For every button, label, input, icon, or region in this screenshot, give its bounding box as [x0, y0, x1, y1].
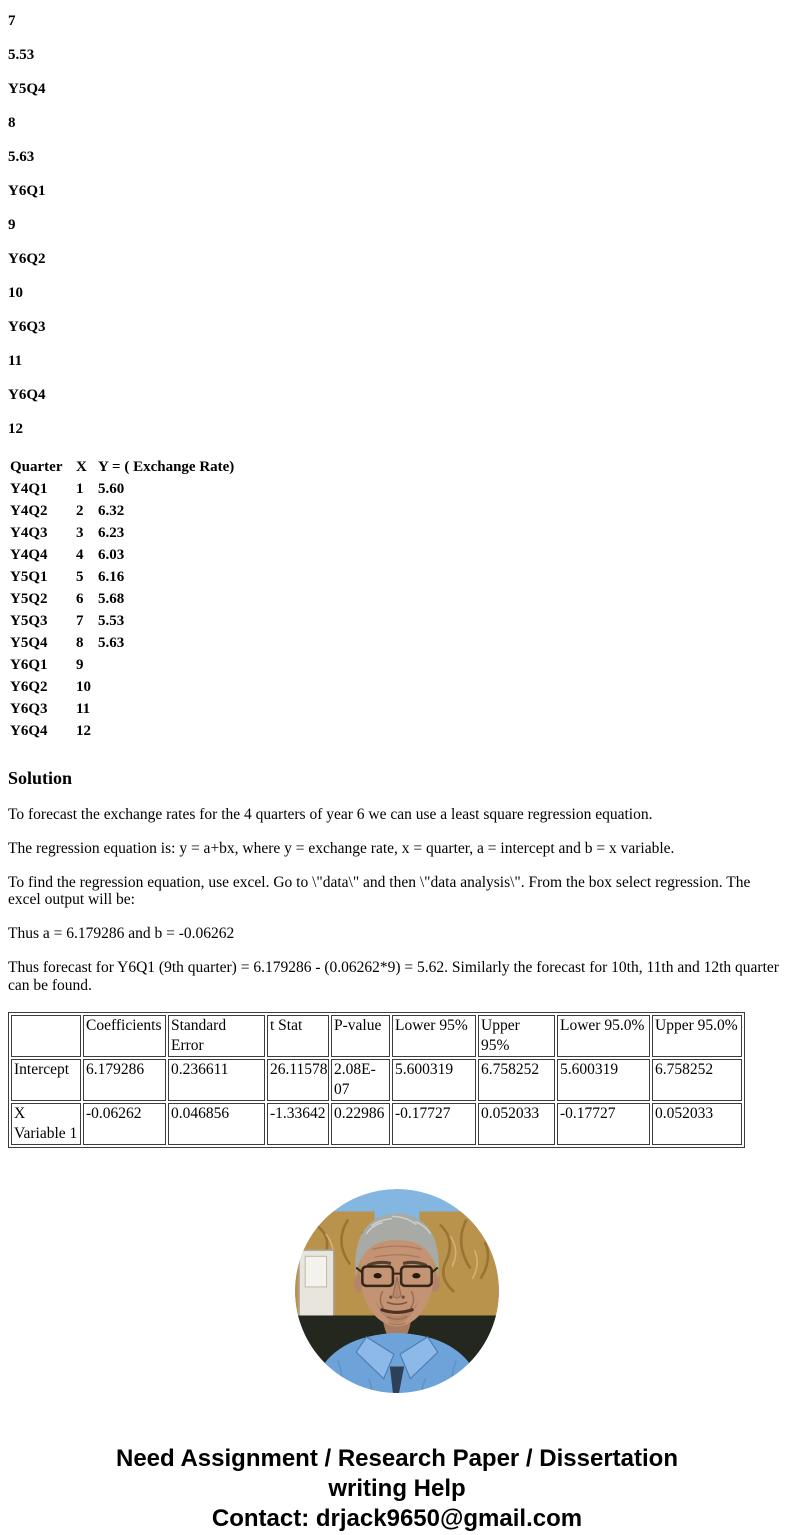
footer-contact-email: Contact: drjack9650@gmail.com [211, 1505, 583, 1532]
top-value-line: 7 [8, 13, 16, 29]
regression-table-cell: 0.052033 [478, 1103, 555, 1145]
quarter-table-cell: 10 [76, 678, 91, 695]
quarter-table-cell: 4 [76, 546, 84, 563]
regression-table-header-cell: Upper 95.0% [652, 1015, 742, 1057]
solution-text [8, 806, 786, 995]
quarter-table-cell: 11 [76, 700, 91, 717]
quarter-table-cell: 12 [76, 722, 91, 739]
quarter-table-row [8, 478, 236, 500]
top-value-line: 9 [8, 217, 16, 233]
quarter-table-cell: 6 [76, 590, 84, 607]
quarter-table-cell: Y6Q4 [10, 722, 48, 739]
quarter-table-row [8, 566, 236, 588]
footer-line-2: writing Help [328, 1475, 466, 1502]
quarter-table-header-cell: Quarter [10, 458, 63, 475]
quarter-table-cell: Y4Q1 [10, 480, 48, 497]
regression-table-cell: -1.33642 [267, 1103, 329, 1145]
regression-table-cell: -0.17727 [392, 1103, 476, 1145]
solution-paragraph: The regression equation is: y = a+bx, where y = exchange rate, x = quarter, a = intercept and b = x variable. [8, 839, 675, 857]
footer-heading [8, 1444, 786, 1534]
quarter-table-cell: 5 [76, 568, 84, 585]
regression-table-cell: 0.22986 [331, 1103, 390, 1145]
regression-output-table [8, 1012, 745, 1148]
quarter-table-cell [96, 698, 236, 720]
quarter-table-cell: Y5Q1 [10, 568, 48, 585]
quarter-table-cell: Y5Q4 [10, 634, 48, 651]
quarter-table-cell: 7 [76, 612, 84, 629]
top-value-line: 11 [8, 353, 23, 369]
top-value-line: 5.53 [8, 47, 35, 63]
quarter-table-row [8, 632, 236, 654]
quarter-table-cell: 5.60 [98, 480, 125, 497]
regression-table-cell: 0.046856 [168, 1103, 265, 1145]
quarter-table-row [8, 522, 236, 544]
quarter-table-row [8, 654, 236, 676]
quarter-table-cell: 6.23 [98, 524, 125, 541]
quarter-table-cell: 2 [76, 502, 84, 519]
top-value-line: Y5Q4 [8, 81, 46, 97]
top-value-line: 5.63 [8, 149, 35, 165]
quarter-table-cell: Y4Q3 [10, 524, 48, 541]
regression-table-header-cell [11, 1015, 81, 1057]
quarter-table-row [8, 500, 236, 522]
solution-paragraph: Thus a = 6.179286 and b = -0.06262 [8, 925, 235, 942]
regression-table-header-cell: Coefficients [83, 1015, 166, 1057]
quarter-table-row [8, 720, 236, 742]
quarter-table-header-cell: Y = ( Exchange Rate) [98, 458, 235, 475]
top-value-list [8, 12, 786, 439]
top-value-line: 8 [8, 115, 16, 131]
regression-table-cell: -0.17727 [557, 1103, 650, 1145]
quarter-table-row [8, 698, 236, 720]
regression-table-header-cell: P-value [331, 1015, 390, 1057]
quarter-table-header-cell: X [76, 458, 87, 475]
quarter-table-row [8, 676, 236, 698]
regression-table-cell: 2.08E-07 [331, 1059, 390, 1101]
top-value-line: Y6Q2 [8, 251, 46, 267]
regression-table-row [11, 1103, 742, 1145]
solution-paragraph: To find the regression equation, use excel. Go to \"data\" and then \"data analysis\". From the box select regression. The excel output will be: [8, 873, 751, 908]
top-value-line: 10 [8, 285, 23, 301]
top-value-line: Y6Q3 [8, 319, 46, 335]
footer-line-1: Need Assignment / Research Paper / Dissertation [116, 1445, 678, 1472]
top-value-line: Y6Q1 [8, 183, 46, 199]
regression-table-header-cell: Upper 95% [478, 1015, 555, 1057]
regression-table-cell: -0.06262 [83, 1103, 166, 1145]
quarter-table-cell: Y4Q2 [10, 502, 48, 519]
quarter-table-cell: Y6Q3 [10, 700, 48, 717]
quarter-table-cell: Y5Q3 [10, 612, 48, 629]
regression-table-cell: 0.236611 [168, 1059, 265, 1101]
quarter-table-cell: 1 [76, 480, 84, 497]
solution-paragraph: To forecast the exchange rates for the 4 quarters of year 6 we can use a least square regression equation. [8, 805, 653, 823]
regression-table-cell: 6.758252 [478, 1059, 555, 1101]
quarter-table-cell: Y4Q4 [10, 546, 48, 563]
regression-table-header-row [11, 1015, 742, 1057]
regression-table-header-cell: Standard Error [168, 1015, 265, 1057]
regression-table-cell: 5.600319 [557, 1059, 650, 1101]
quarter-table-cell: Y6Q2 [10, 678, 48, 695]
quarter-table-cell: 9 [76, 656, 84, 673]
quarter-table-cell [96, 676, 236, 698]
regression-table-cell: 26.11578 [267, 1059, 329, 1101]
regression-table-row [11, 1059, 742, 1101]
quarter-table-cell: 6.03 [98, 546, 125, 563]
regression-table-cell: Intercept [11, 1059, 81, 1101]
quarter-table-cell [96, 720, 236, 742]
regression-table-cell: 6.758252 [652, 1059, 742, 1101]
top-value-line: Y6Q4 [8, 387, 46, 403]
regression-table-header-cell: Lower 95% [392, 1015, 476, 1057]
quarter-table-cell: 3 [76, 524, 84, 541]
regression-table-cell: 0.052033 [652, 1103, 742, 1145]
quarter-table-row [8, 610, 236, 632]
regression-table-cell: 6.179286 [83, 1059, 166, 1101]
regression-table-cell: 5.600319 [392, 1059, 476, 1101]
top-value-line: 12 [8, 421, 23, 437]
quarter-table-cell [96, 654, 236, 676]
document-page [0, 12, 794, 1535]
tutor-photo [295, 1189, 499, 1393]
regression-table-cell: X Variable 1 [11, 1103, 81, 1145]
quarter-table-cell: Y5Q2 [10, 590, 48, 607]
regression-table-header-cell: t Stat [267, 1015, 329, 1057]
quarter-table-cell: 8 [76, 634, 84, 651]
quarter-table-cell: Y6Q1 [10, 656, 48, 673]
quarter-table-row [8, 588, 236, 610]
quarter-table-row [8, 544, 236, 566]
solution-paragraph: Thus forecast for Y6Q1 (9th quarter) = 6.179286 - (0.06262*9) = 5.62. Similarly the forecast for 10th, 11th and 12th quarter can be found. [8, 959, 779, 994]
quarter-table-cell: 5.63 [98, 634, 125, 651]
solution-heading: Solution [8, 768, 73, 788]
quarter-table-cell: 6.16 [98, 568, 125, 585]
regression-table-header-cell: Lower 95.0% [557, 1015, 650, 1057]
quarter-table-cell: 5.53 [98, 612, 125, 629]
quarter-table-header-row [8, 456, 236, 478]
quarter-table [8, 456, 236, 742]
tutor-photo-wrap [8, 1189, 786, 1398]
quarter-table-cell: 5.68 [98, 590, 125, 607]
quarter-table-cell: 6.32 [98, 502, 125, 519]
